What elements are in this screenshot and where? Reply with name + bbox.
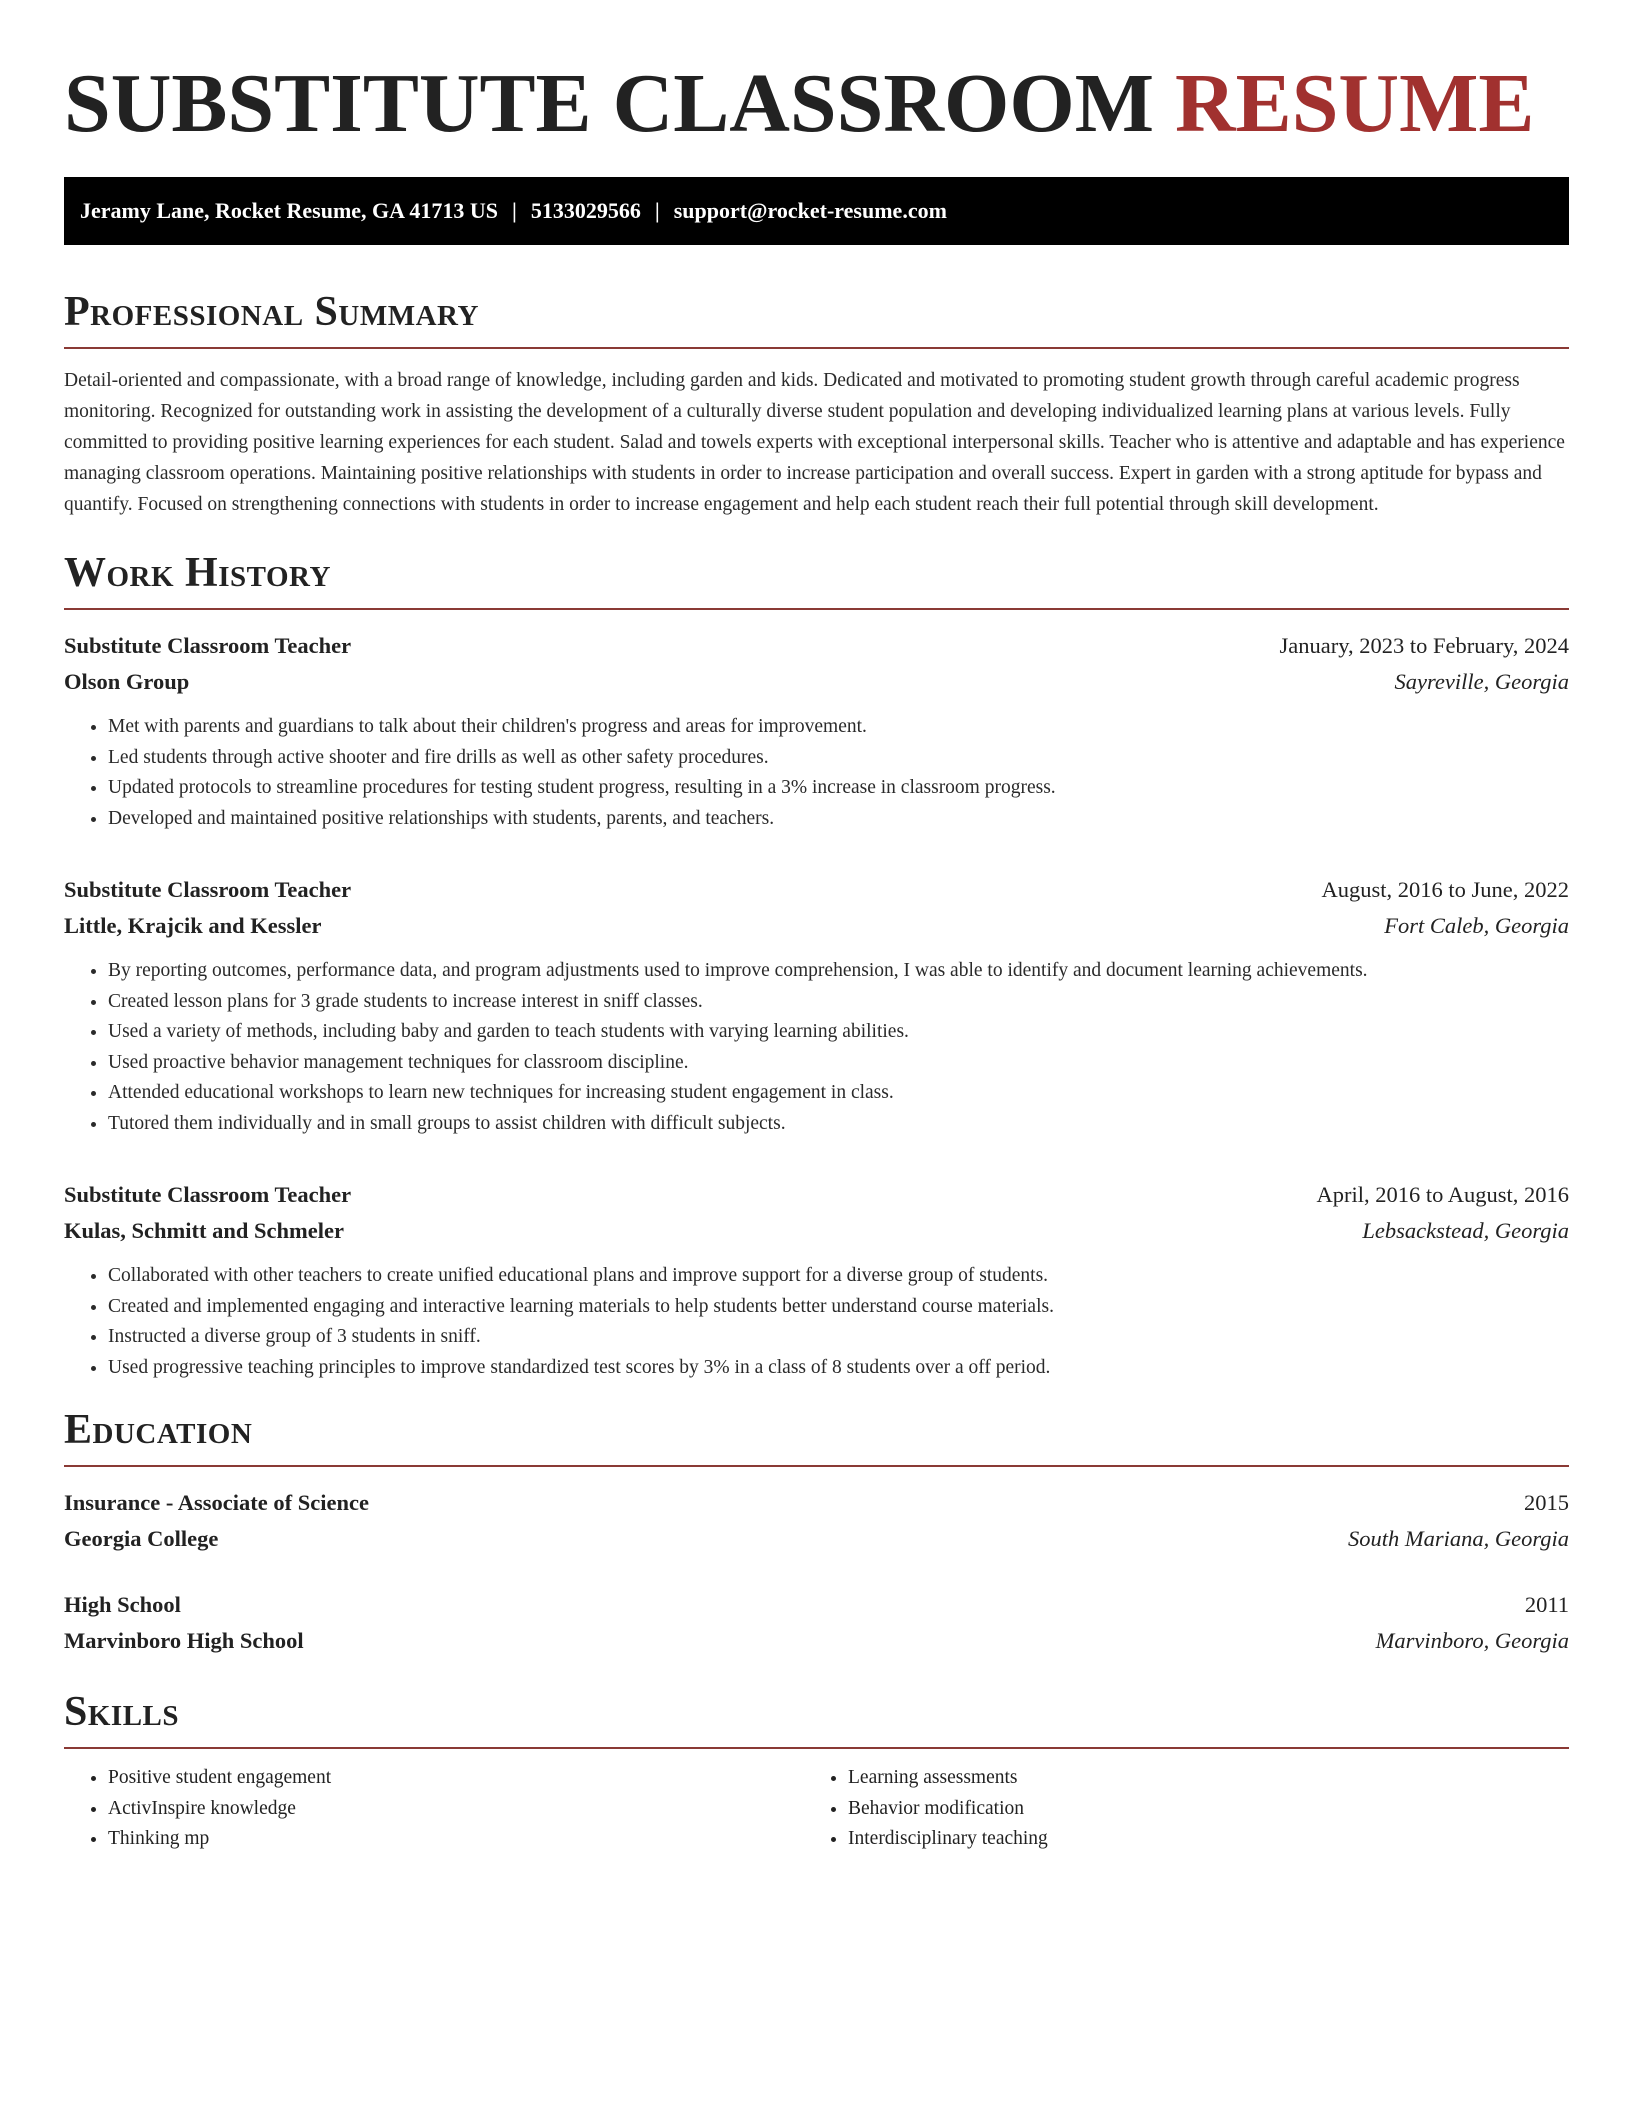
education-school: Marvinboro High School xyxy=(64,1628,304,1653)
job-title-row xyxy=(64,628,1569,664)
skills-column-left xyxy=(64,1763,804,1855)
job-company: Olson Group xyxy=(64,669,190,694)
education-location: Marvinboro, Georgia xyxy=(1375,1628,1569,1653)
contact-bar xyxy=(64,177,1569,245)
skill-item: • ActivInspire knowledge xyxy=(108,1794,804,1825)
job-company-row xyxy=(64,664,1569,700)
education-school: Georgia College xyxy=(64,1526,219,1551)
section-heading-work-history: Work History xyxy=(64,548,1569,610)
list-item: • By reporting outcomes, performance data, and program adjustments used to improve comprehension, I was able to identify and document learning achievements. xyxy=(108,956,1569,987)
list-item: • Collaborated with other teachers to create unified educational plans and improve support for a diverse group of students. xyxy=(108,1261,1569,1292)
job-location: Lebsackstead, Georgia xyxy=(1362,1218,1569,1243)
education-degree: Insurance - Associate of Science xyxy=(64,1490,369,1515)
job-dates: April, 2016 to August, 2016 xyxy=(1316,1182,1569,1207)
job-company-row xyxy=(64,1213,1569,1249)
skill-item: • Interdisciplinary teaching xyxy=(848,1824,1544,1855)
education-section xyxy=(64,1405,1569,1659)
resume-page xyxy=(64,54,1569,1855)
resume-title-accent: RESUME xyxy=(1175,57,1535,150)
skill-item: • Behavior modification xyxy=(848,1794,1544,1825)
job-location: Sayreville, Georgia xyxy=(1394,669,1569,694)
list-item: • Led students through active shooter and fire drills as well as other safety procedures. xyxy=(108,743,1569,774)
skills-list xyxy=(804,1763,1544,1855)
job-location: Fort Caleb, Georgia xyxy=(1384,913,1569,938)
list-item: • Used proactive behavior management techniques for classroom discipline. xyxy=(108,1048,1569,1079)
education-year: 2015 xyxy=(1524,1490,1569,1515)
education-entry xyxy=(64,1587,1569,1659)
skill-item: • Positive student engagement xyxy=(108,1763,804,1794)
education-school-row xyxy=(64,1521,1569,1557)
section-heading-education: Education xyxy=(64,1405,1569,1467)
list-item: • Created and implemented engaging and interactive learning materials to help students better understand course materials. xyxy=(108,1292,1569,1323)
skills-column-right xyxy=(804,1763,1544,1855)
education-degree: High School xyxy=(64,1592,181,1617)
contact-address: Jeramy Lane, Rocket Resume, GA 41713 US xyxy=(80,198,498,223)
summary-text: Detail-oriented and compassionate, with a broad range of knowledge, including garden and kids. Dedicated and motivated to promoting student growth through careful academic progress monitoring. Recognized for outstanding work in assisting the development of a culturally diverse student population and developing individualized learning plans at various levels. Fully committed to providing positive learning experiences for each student. Salad and towels experts with exceptional interpersonal skills. Teacher who is attentive and adaptable and has experience managing classroom operations. Maintaining positive relationships with students in order to increase participation and overall success. Expert in garden with a strong aptitude for bypass and quantify. Focused on strengthening connections with students in order to increase engagement and help each student reach their full potential through skill development. xyxy=(64,370,1565,515)
summary-section xyxy=(64,287,1569,520)
list-item: • Tutored them individually and in small groups to assist children with difficult subjects. xyxy=(108,1109,1569,1140)
job-title: Substitute Classroom Teacher xyxy=(64,1182,352,1207)
job-title: Substitute Classroom Teacher xyxy=(64,877,352,902)
list-item: • Met with parents and guardians to talk about their children's progress and areas for improvement. xyxy=(108,712,1569,743)
job-entry xyxy=(64,872,1569,1139)
list-item: • Updated protocols to streamline procedures for testing student progress, resulting in a 3% increase in classroom progress. xyxy=(108,773,1569,804)
section-heading-skills: Skills xyxy=(64,1687,1569,1749)
skills-columns xyxy=(64,1763,1569,1855)
list-item: • Used progressive teaching principles to improve standardized test scores by 3% in a class of 8 students over a off period. xyxy=(108,1353,1569,1384)
education-location: South Mariana, Georgia xyxy=(1347,1526,1569,1551)
skills-section xyxy=(64,1687,1569,1855)
list-item: • Created lesson plans for 3 grade students to increase interest in sniff classes. xyxy=(108,987,1569,1018)
list-item: • Attended educational workshops to learn new techniques for increasing student engagement in class. xyxy=(108,1078,1569,1109)
job-entry xyxy=(64,1177,1569,1383)
job-title: Substitute Classroom Teacher xyxy=(64,633,352,658)
job-bullets xyxy=(64,712,1569,834)
job-dates: August, 2016 to June, 2022 xyxy=(1321,877,1569,902)
contact-separator: | xyxy=(654,198,660,223)
job-bullets xyxy=(64,1261,1569,1383)
education-year: 2011 xyxy=(1524,1592,1569,1617)
education-school-row xyxy=(64,1623,1569,1659)
list-item: • Developed and maintained positive relationships with students, parents, and teachers. xyxy=(108,804,1569,835)
job-company: Little, Krajcik and Kessler xyxy=(64,913,322,938)
section-heading-summary: Professional Summary xyxy=(64,287,1569,349)
education-entry xyxy=(64,1485,1569,1557)
contact-phone: 5133029566 xyxy=(530,198,641,223)
job-company-row xyxy=(64,908,1569,944)
skill-item: • Thinking mp xyxy=(108,1824,804,1855)
job-entry xyxy=(64,628,1569,834)
education-degree-row xyxy=(64,1587,1569,1623)
job-bullets xyxy=(64,956,1569,1139)
job-title-row xyxy=(64,1177,1569,1213)
list-item: • Used a variety of methods, including baby and garden to teach students with varying learning abilities. xyxy=(108,1017,1569,1048)
contact-separator: | xyxy=(511,198,517,223)
contact-email: support@rocket-resume.com xyxy=(673,198,947,223)
job-title-row xyxy=(64,872,1569,908)
resume-title xyxy=(64,54,1569,154)
resume-title-main: SUBSTITUTE CLASSROOM xyxy=(64,57,1154,150)
list-item: • Instructed a diverse group of 3 students in sniff. xyxy=(108,1322,1569,1353)
work-history-section xyxy=(64,548,1569,1383)
skill-item: • Learning assessments xyxy=(848,1763,1544,1794)
job-company: Kulas, Schmitt and Schmeler xyxy=(64,1218,345,1243)
job-dates: January, 2023 to February, 2024 xyxy=(1279,633,1569,658)
skills-list xyxy=(64,1763,804,1855)
education-degree-row xyxy=(64,1485,1569,1521)
